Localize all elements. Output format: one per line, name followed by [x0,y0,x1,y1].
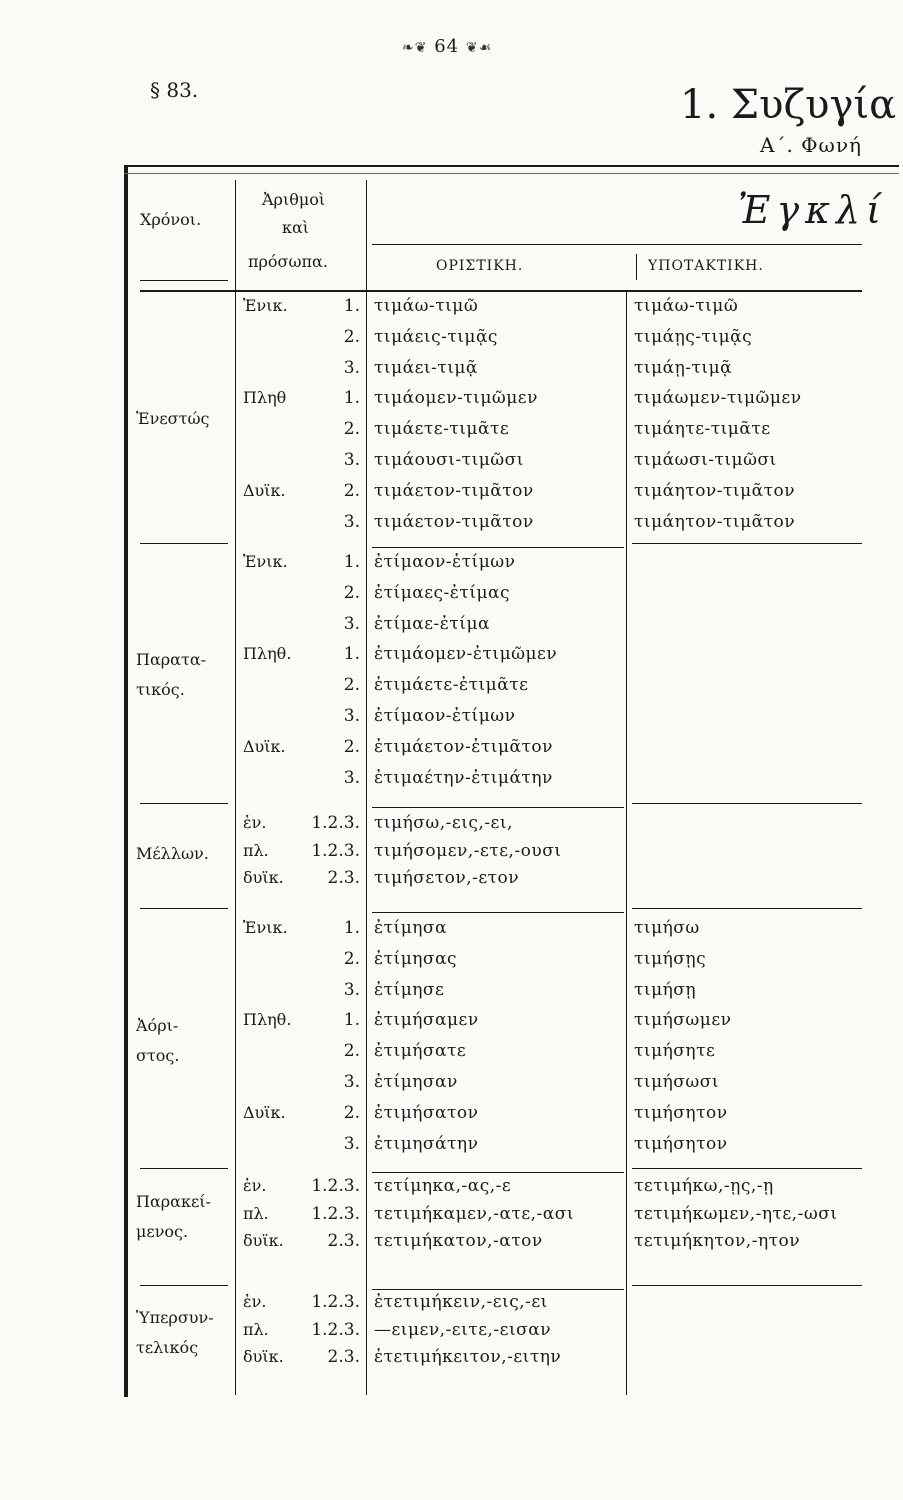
number-label: Ἑνικ. [243,918,288,937]
tense-label: Ἐνεστώς [136,409,210,429]
number-label: Πληθ [243,388,287,408]
header-numbers-line3: πρόσωπα. [248,252,328,271]
person-label: 3. [343,706,360,726]
indicative-form: ἐτίμησας [374,948,458,969]
page-subtitle: Α΄. Φωνή [760,133,863,157]
page-title: 1. Συζυγία [680,82,897,128]
subjunctive-form: τιμάωμεν-τιμῶμεν [634,388,802,409]
subjunctive-form: τετιμήκω,-ῃς,-ῃ [634,1176,774,1196]
subjunctive-form: τετιμήκωμεν,-ητε,-ωσι [634,1203,838,1224]
number-label: πλ. [243,1203,269,1223]
ornament-right-icon: ❦☙ [465,40,493,56]
tense-label: Ὑπερσυν- [136,1308,214,1328]
indicative-form: τετιμήκατον,-ατον [374,1231,543,1251]
indicative-form: τιμάομεν-τιμῶμεν [374,388,538,409]
subjunctive-form: τιμήσωσι [634,1072,720,1092]
tense-label: στος. [136,1046,180,1066]
table-frame-top [124,165,899,167]
number-label: ἑν. [243,813,267,832]
number-label: Πληθ. [243,1010,292,1030]
indicative-form: —ειμεν,-ειτε,-εισαν [374,1319,552,1340]
group-divider-subjunctive [632,908,862,909]
person-label: 2. [343,582,360,603]
indicative-form: τιμάεις-τιμᾷς [374,326,498,347]
person-label: 3. [343,450,360,470]
subjunctive-form: τιμάητον-τιμᾶτον [634,511,796,532]
number-label: Δυϊκ. [243,1102,286,1122]
indicative-form: ἐτιμησάτην [374,1133,479,1154]
indicative-form: ἐτίμαε-ἐτίμα [374,613,490,634]
number-label: Δυϊκ. [243,480,286,500]
person-label: 2.3. [327,868,360,888]
header-moods-title: Ἐγκλί [738,188,888,232]
col-sep-numbers [366,180,367,1395]
indicative-form: ἐτιμάετε-ἐτιμᾶτε [374,675,529,696]
group-divider-subjunctive [632,543,862,544]
header-mood-indicative: ΟΡΙΣΤΙΚΗ. [436,258,524,274]
group-divider-indicative [372,1172,624,1173]
subjunctive-form: τιμήσητε [634,1041,716,1062]
number-label: πλ. [243,840,269,860]
indicative-form: τιμάετον-τιμᾶτον [374,480,534,501]
page-number-text: 64 [434,36,460,57]
group-divider-tense [140,908,228,909]
person-label: 3. [343,613,360,634]
indicative-form: ἐτιμήσατον [374,1102,479,1123]
indicative-form: τιμάετε-τιμᾶτε [374,419,510,440]
number-label: Πληθ. [243,644,292,664]
header-numbers-line1: Ἀριθμοὶ [262,190,326,209]
table-frame-left [124,165,128,1397]
indicative-form: τιμάουσι-τιμῶσι [374,450,524,470]
person-label: 1. [343,388,360,409]
page-number [402,36,492,57]
indicative-form: ἐτίμαον-ἐτίμων [374,706,516,726]
group-divider-indicative [372,547,624,548]
number-label: ἑν. [243,1292,267,1311]
indicative-form: ἐτίμησα [374,918,448,938]
tense-label: Ἀόρι- [136,1016,179,1036]
col-sep-moods [626,290,627,1395]
person-label: 1. [343,296,360,316]
tense-label: τικός. [136,680,185,700]
subjunctive-form: τιμήσητον [634,1133,728,1154]
subjunctive-form: τιμήσῃ [634,979,697,1000]
person-label: 2. [343,736,360,757]
indicative-form: ἐτιμάομεν-ἐτιμῶμεν [374,644,558,665]
person-label: 1.2.3. [311,1176,360,1196]
section-number: § 83. [150,78,199,102]
indicative-form: τιμήσω,-εις,-ει, [374,813,513,833]
person-label: 3. [343,1072,360,1092]
header-rule-tenses [140,280,228,281]
person-label: 3. [343,979,360,1000]
indicative-form: ἐτίμαες-ἐτίμας [374,582,511,603]
group-divider-indicative [372,912,624,913]
person-label: 3. [343,357,360,378]
indicative-form: τιμήσομεν,-ετε,-ουσι [374,840,562,861]
header-mood-subjunctive: ΥΠΟΤΑΚΤΙΚΗ. [648,258,764,274]
number-label: δυϊκ. [243,868,284,887]
subjunctive-form: τιμάῃς-τιμᾷς [634,326,753,347]
indicative-form: ἐτιμαέτην-ἐτιμάτην [374,767,553,788]
person-label: 2.3. [327,1347,360,1367]
person-label: 1. [343,644,360,665]
indicative-form: ἐτιμήσατε [374,1041,467,1062]
person-label: 2.3. [327,1231,360,1251]
number-label: πλ. [243,1319,269,1339]
number-label: ἑν. [243,1176,267,1195]
indicative-form: ἐτετιμήκειτον,-ειτην [374,1347,562,1367]
subjunctive-form: τιμάω-τιμῶ [634,296,739,316]
subjunctive-form: τιμήσῃς [634,948,707,969]
tense-label: τελικός [136,1338,199,1358]
number-label: Ἑνικ. [243,552,288,571]
person-label: 2. [343,480,360,501]
header-rule-bottom [140,290,862,292]
subjunctive-form: τιμήσητον [634,1102,728,1123]
subjunctive-form: τιμάῃ-τιμᾷ [634,357,733,378]
tense-label: Μέλλων. [136,844,209,864]
person-label: 1. [343,918,360,938]
person-label: 2. [343,1041,360,1062]
indicative-form: ἐτίμησαν [374,1072,458,1092]
subjunctive-form: τιμάητον-τιμᾶτον [634,480,796,501]
group-divider-subjunctive [632,1285,862,1286]
number-label: δυϊκ. [243,1231,284,1250]
indicative-form: τιμήσετον,-ετον [374,868,520,888]
indicative-form: ἐτετιμήκειν,-εις,-ει [374,1292,548,1312]
group-divider-tense [140,543,228,544]
person-label: 2. [343,419,360,440]
indicative-form: τιμάω-τιμῶ [374,296,479,316]
indicative-form: τιμάετον-τιμᾶτον [374,511,534,532]
indicative-form: τιμάει-τιμᾷ [374,357,478,378]
person-label: 1.2.3. [311,813,360,833]
header-numbers-line2: καὶ [282,218,310,237]
header-mood-divider [636,254,637,280]
person-label: 2. [343,1102,360,1123]
indicative-form: ἐτιμήσαμεν [374,1010,479,1031]
subjunctive-form: τιμάωσι-τιμῶσι [634,450,777,470]
subjunctive-form: τιμήσω [634,918,700,938]
indicative-form: ἐτίμησε [374,979,445,1000]
number-label: Ἑνικ. [243,296,288,315]
person-label: 1.2.3. [311,1319,360,1340]
indicative-form: ἐτιμάετον-ἐτιμᾶτον [374,736,553,757]
group-divider-indicative [372,807,624,808]
number-label: Δυϊκ. [243,736,286,756]
header-rule-moods [372,244,862,245]
person-label: 1. [343,1010,360,1031]
person-label: 3. [343,511,360,532]
group-divider-indicative [372,1289,624,1290]
person-label: 2. [343,326,360,347]
group-divider-tense [140,803,228,804]
person-label: 3. [343,767,360,788]
subjunctive-form: τιμάητε-τιμᾶτε [634,419,771,440]
person-label: 2. [343,948,360,969]
subjunctive-form: τιμήσωμεν [634,1010,732,1031]
person-label: 1. [343,552,360,572]
ornament-left-icon: ❧❦ [402,40,428,56]
indicative-form: τετιμήκαμεν,-ατε,-ασι [374,1203,575,1224]
person-label: 1.2.3. [311,1203,360,1224]
header-tenses: Χρόνοι. [140,210,202,229]
group-divider-subjunctive [632,803,862,804]
subjunctive-form: τετιμήκητον,-ητον [634,1231,801,1251]
tense-label: Παρατα- [136,650,207,670]
group-divider-tense [140,1168,228,1169]
tense-label: Παρακεί- [136,1192,211,1212]
group-divider-tense [140,1285,228,1286]
tense-label: μενος. [136,1222,189,1242]
col-sep-tenses [235,180,236,1395]
person-label: 3. [343,1133,360,1154]
person-label: 1.2.3. [311,840,360,861]
indicative-form: ἐτίμαον-ἐτίμων [374,552,516,572]
indicative-form: τετίμηκα,-ας,-ε [374,1176,512,1196]
person-label: 2. [343,675,360,696]
table-frame-top-rule [124,173,899,174]
number-label: δυϊκ. [243,1347,284,1366]
group-divider-subjunctive [632,1168,862,1169]
person-label: 1.2.3. [311,1292,360,1312]
